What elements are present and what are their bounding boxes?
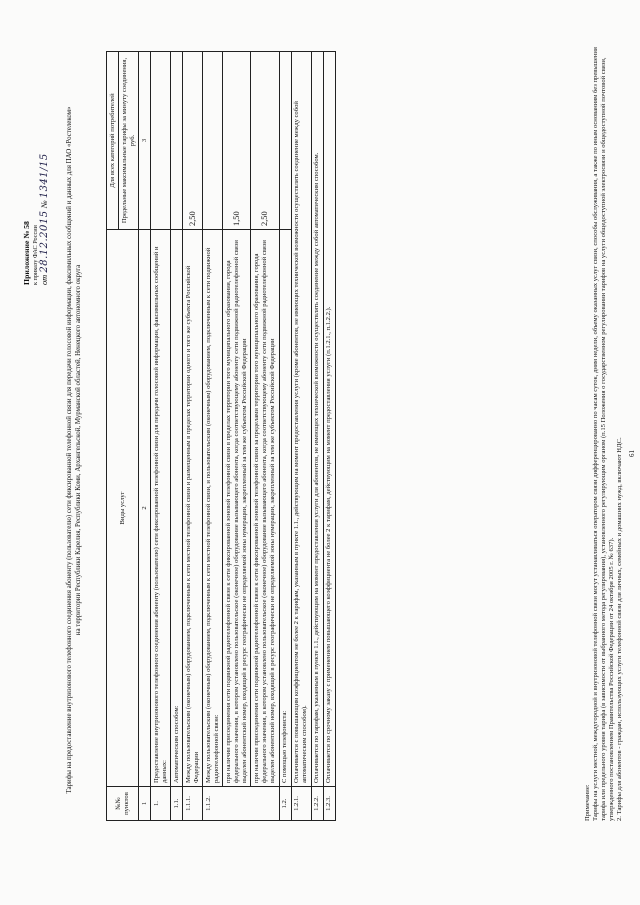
appendix-date-line bbox=[39, 45, 51, 285]
table-row bbox=[223, 52, 251, 821]
table-row bbox=[171, 52, 183, 821]
notes-heading: Примечание: bbox=[584, 784, 591, 821]
row-text: Между пользовательским (оконечным) оборудованием, подключенным к сети местной телефонной связи, и пользовательским (оконечным) оборудованием, подключенным к сети подвижной радиотелефонной связи: bbox=[203, 230, 223, 787]
row-text: Автоматическим способом: bbox=[171, 230, 183, 787]
table-header-row bbox=[107, 52, 119, 821]
appendix-title: Приложение № 58 bbox=[22, 221, 31, 285]
header-price-group: Для всех категорий потребителей bbox=[107, 52, 119, 230]
row-text: Оплачивается по срочному заказу с применением повышающего коэффициента не более 2 к тарифам, действующим на момент предоставления услуги (п.1.2.1., п.1.2.2.). bbox=[323, 52, 335, 787]
row-num: 1. bbox=[151, 787, 171, 821]
row-num: 1.2. bbox=[279, 787, 291, 821]
header-num: №№ пунктов bbox=[107, 787, 139, 821]
index-cell: 1 bbox=[139, 787, 151, 821]
row-text: С помощью телефониста: bbox=[279, 230, 291, 787]
number-value: 1341/15 bbox=[39, 153, 51, 199]
table-row bbox=[279, 52, 291, 821]
table-row bbox=[251, 52, 279, 821]
row-price bbox=[151, 52, 171, 230]
row-price bbox=[279, 52, 291, 230]
page-number: 61 bbox=[628, 450, 636, 457]
row-price: 1,50 bbox=[223, 52, 251, 230]
date-prefix: от bbox=[40, 274, 50, 285]
row-text: Предоставление внутризонового телефонного соединения абоненту (пользователю) сети фиксированной телефонной связи для передачи голосовой информации, факсимильных сообщений и данных: bbox=[151, 230, 171, 787]
tariff-table bbox=[106, 51, 336, 821]
row-text: Оплачивается с повышающим коэффициентом не более 2 к тарифам, указанным в пункте 1.1., действующим на момент предоставления услуги (кроме абонентов, не имеющих технической возможности осуществлять соединение между собой автоматическим способом). bbox=[291, 52, 311, 787]
row-num: 1.2.1. bbox=[291, 787, 311, 821]
row-price: 2,50 bbox=[183, 52, 203, 230]
date-value: 28.12.2015 bbox=[39, 210, 51, 273]
row-num: 1.2.2. bbox=[311, 787, 323, 821]
table-row bbox=[183, 52, 203, 821]
table-index-row bbox=[139, 52, 151, 821]
appendix-stamp bbox=[22, 45, 51, 285]
table-row bbox=[323, 52, 335, 821]
note-item-1: Тарифы на услуги местной, междугородной и внутризоновой телефонной связи могут устанавливаться оператором связи дифференцированно по часам суток, дням недели, объему оказанных услуг связи, способы обслуживания, а также по иным основаниям без превышения тарифа или предельного уровня тарифа (в зависимости от выбранного метода регулирования), установленного регулирующим органом (п.15 Положения о государственном регулировании тарифов на услуги общедоступной электросвязи и общедоступной почтовой связи, утвержденного постановлением Правительства Российской Федерации от 24 октября 2005 г. № 637). bbox=[592, 47, 616, 821]
index-cell: 2 bbox=[139, 230, 151, 787]
row-text: при наличии присоединения сети подвижной радиотелефонной связи к сети фиксированной зоновой телефонной связи в пределах территории того муниципального образования, города федерального значения, в котором установлено пользовательское (оконечное) оборудование вызывающего абонента, когда соответствующему абоненту сети подвижной радиотелефонной связи выделен абонентский номер, входящий в ресурс географически не определяемой зоны нумерации, закрепленный за тем же субъектом Российской Федерации bbox=[223, 230, 251, 787]
row-text: при наличии присоединения сети подвижной радиотелефонной связи к сети фиксированной зоновой телефонной связи за пределами территории того муниципального образования, города федерального значения, в котором установлено пользовательское (оконечное) оборудование вызывающего абонента, когда соответствующему абоненту сети подвижной радиотелефонной связи выделен абонентский номер, входящий в ресурс географически не определяемой зоны нумерации, закрепленный за тем же субъектом Российской Федерации bbox=[251, 230, 279, 787]
row-text: Оплачивается по тарифам, указанным в пункте 1.1., действующим на момент предоставления услуги для абонентов, не имеющих технической возможности осуществлять соединение между собой автоматическим способом. bbox=[311, 52, 323, 787]
note-item-2: 2. Тарифы для абонентов - граждан, использующих услуги телефонной связи для личных, семейных и домашних нужд, включают НДС. bbox=[616, 437, 624, 821]
index-cell: 3 bbox=[139, 52, 151, 230]
appendix-order: к приказу ФАС России bbox=[31, 225, 39, 285]
table-row bbox=[151, 52, 171, 821]
table-row bbox=[203, 52, 223, 821]
notes-section bbox=[584, 31, 624, 821]
row-num: 1.1.1. bbox=[183, 787, 203, 821]
header-price: Предельные максимальные тарифы за минуту соединения, руб. bbox=[119, 52, 139, 230]
row-num: 1.1. bbox=[171, 787, 183, 821]
document-title: Тарифы на предоставление внутризонового телефонного соединения абоненту (пользователю) сети фиксированной телефонной связи для передачи голосовой информации, факсимильных сообщений и данных для ПАО «Ростелеком» на территории Республики Карелия, Республики Коми, Архангельской, Мурманской областей, Ненецкого автономного округа bbox=[66, 106, 82, 794]
row-text: Между пользовательским (оконечным) оборудованием, подключенным к сети местной телефонной связи и размещенным в пределах территории одного и того же субъекта Российской Федерации bbox=[183, 230, 203, 787]
row-price: 2,50 bbox=[251, 52, 279, 230]
row-price bbox=[203, 52, 223, 230]
table-row bbox=[291, 52, 311, 821]
row-price bbox=[171, 52, 183, 230]
table-row bbox=[311, 52, 323, 821]
row-num: 1.1.2. bbox=[203, 787, 279, 821]
number-prefix: № bbox=[40, 200, 50, 209]
header-service: Виды услуг bbox=[107, 230, 139, 787]
row-num: 1.2.3. bbox=[323, 787, 335, 821]
